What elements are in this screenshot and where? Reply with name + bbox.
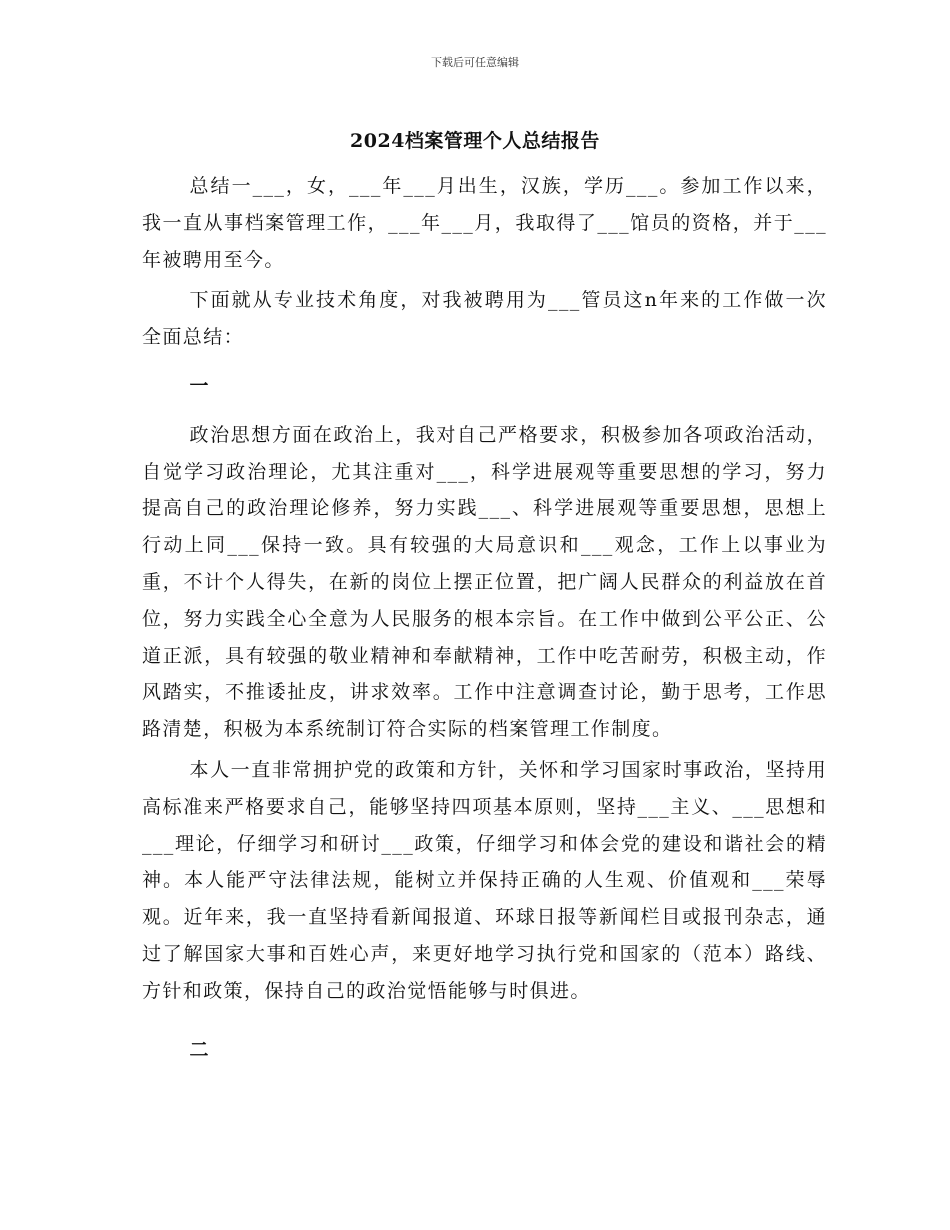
- document-body: [142, 168, 827, 1068]
- header-note: 下载后可任意编辑: [431, 56, 519, 69]
- section-number-one: 一: [189, 374, 209, 397]
- section-number-two: 二: [189, 1038, 209, 1061]
- paragraph-overview: 下面就从专业技术角度，对我被聘用为___管员这n年来的工作做一次全面总结：: [142, 289, 827, 349]
- paragraph-party-policy: 本人一直非常拥护党的政策和方针，关怀和学习国家时事政治，坚持用高标准来严格要求自己，能够坚持四项基本原则，坚持___主义、___思想和___理论，仔细学习和研讨___政策，仔细学习和体会党的建设和谐社会的精神。本人能严守法律法规，能树立并保持正确的人生观、价值观和___荣辱观。近年来，我一直坚持看新闻报道、环球日报等新闻栏目或报刊杂志，通过了解国家大事和百姓心声，来更好地学习执行党和国家的（范本）路线、方针和政策，保持自己的政治觉悟能够与时俱进。: [142, 758, 827, 1002]
- paragraph-political-thought: 政治思想方面在政治上，我对自己严格要求，积极参加各项政治活动，自觉学习政治理论，尤其注重对___，科学进展观等重要思想的学习，努力提高自己的政治理论修养，努力实践___、科学进展观等重要思想，思想上行动上同___保持一致。具有较强的大局意识和___观念，工作上以事业为重，不计个人得失，在新的岗位上摆正位置，把广阔人民群众的利益放在首位，努力实践全心全意为人民服务的根本宗旨。在工作中做到公平公正、公道正派，具有较强的敬业精神和奉献精神，工作中吃苦耐劳，积极主动，作风踏实，不推诿扯皮，讲求效率。工作中注意调查讨论，勤于思考，工作思路清楚，积极为本系统制订符合实际的档案管理工作制度。: [142, 423, 827, 741]
- document-title: 2024档案管理个人总结报告: [350, 130, 600, 152]
- paragraph-intro: 总结一___，女，___年___月出生，汉族，学历___。参加工作以来，我一直从事档案管理工作，___年___月，我取得了___馆员的资格，并于___年被聘用至今。: [142, 175, 827, 271]
